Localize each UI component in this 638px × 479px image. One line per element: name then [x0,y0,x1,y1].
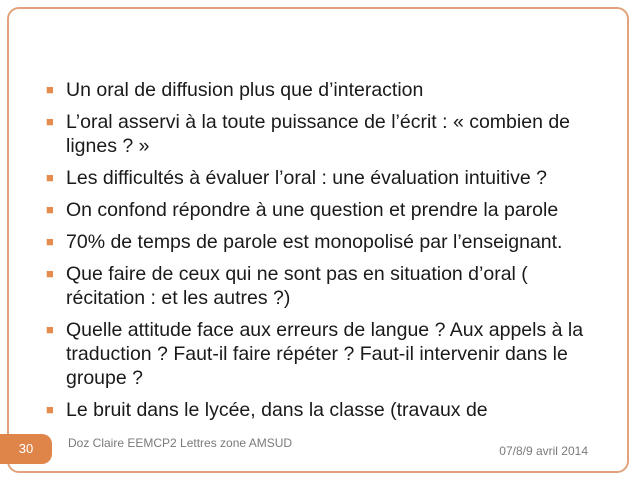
bullet-item [46,398,606,422]
bullet-square-icon: ■ [46,234,54,249]
bullet-text: Quelle attitude face aux erreurs de langue ? Aux appels à la traduction ? Faut-il faire répéter ? Faut-il intervenir dans le groupe ? [66,319,584,389]
bullet-item [46,198,606,222]
bullet-item [46,166,606,190]
bullet-square-icon: ■ [46,322,54,337]
bullet-item [46,110,606,158]
bullet-square-icon: ■ [46,114,54,129]
bullet-item [46,262,606,310]
bullet-list [46,78,606,430]
bullet-text: L’oral asservi à la toute puissance de l’écrit : « combien de lignes ? » [66,111,571,157]
bullet-text: Que faire de ceux qui ne sont pas en situation d’oral ( récitation : et les autres ?) [66,263,528,309]
bullet-text: Le bruit dans le lycée, dans la classe (travaux de [66,399,488,421]
bullet-square-icon: ■ [46,170,54,185]
footer-date: 07/8/9 avril 2014 [499,444,588,458]
bullet-item [46,230,606,254]
bullet-square-icon: ■ [46,402,54,417]
bullet-square-icon: ■ [46,82,54,97]
bullet-text: Les difficultés à évaluer l’oral : une évaluation intuitive ? [66,167,547,189]
bullet-text: Un oral de diffusion plus que d’interaction [66,79,424,101]
bullet-square-icon: ■ [46,202,54,217]
footer-author: Doz Claire EEMCP2 Lettres zone AMSUD [68,436,293,450]
bullet-item [46,318,606,390]
bullet-text: On confond répondre à une question et prendre la parole [66,199,559,221]
bullet-item [46,78,606,102]
page-number-badge: 30 [0,434,52,464]
bullet-text: 70% de temps de parole est monopolisé par l’enseignant. [66,231,563,253]
bullet-square-icon: ■ [46,266,54,281]
